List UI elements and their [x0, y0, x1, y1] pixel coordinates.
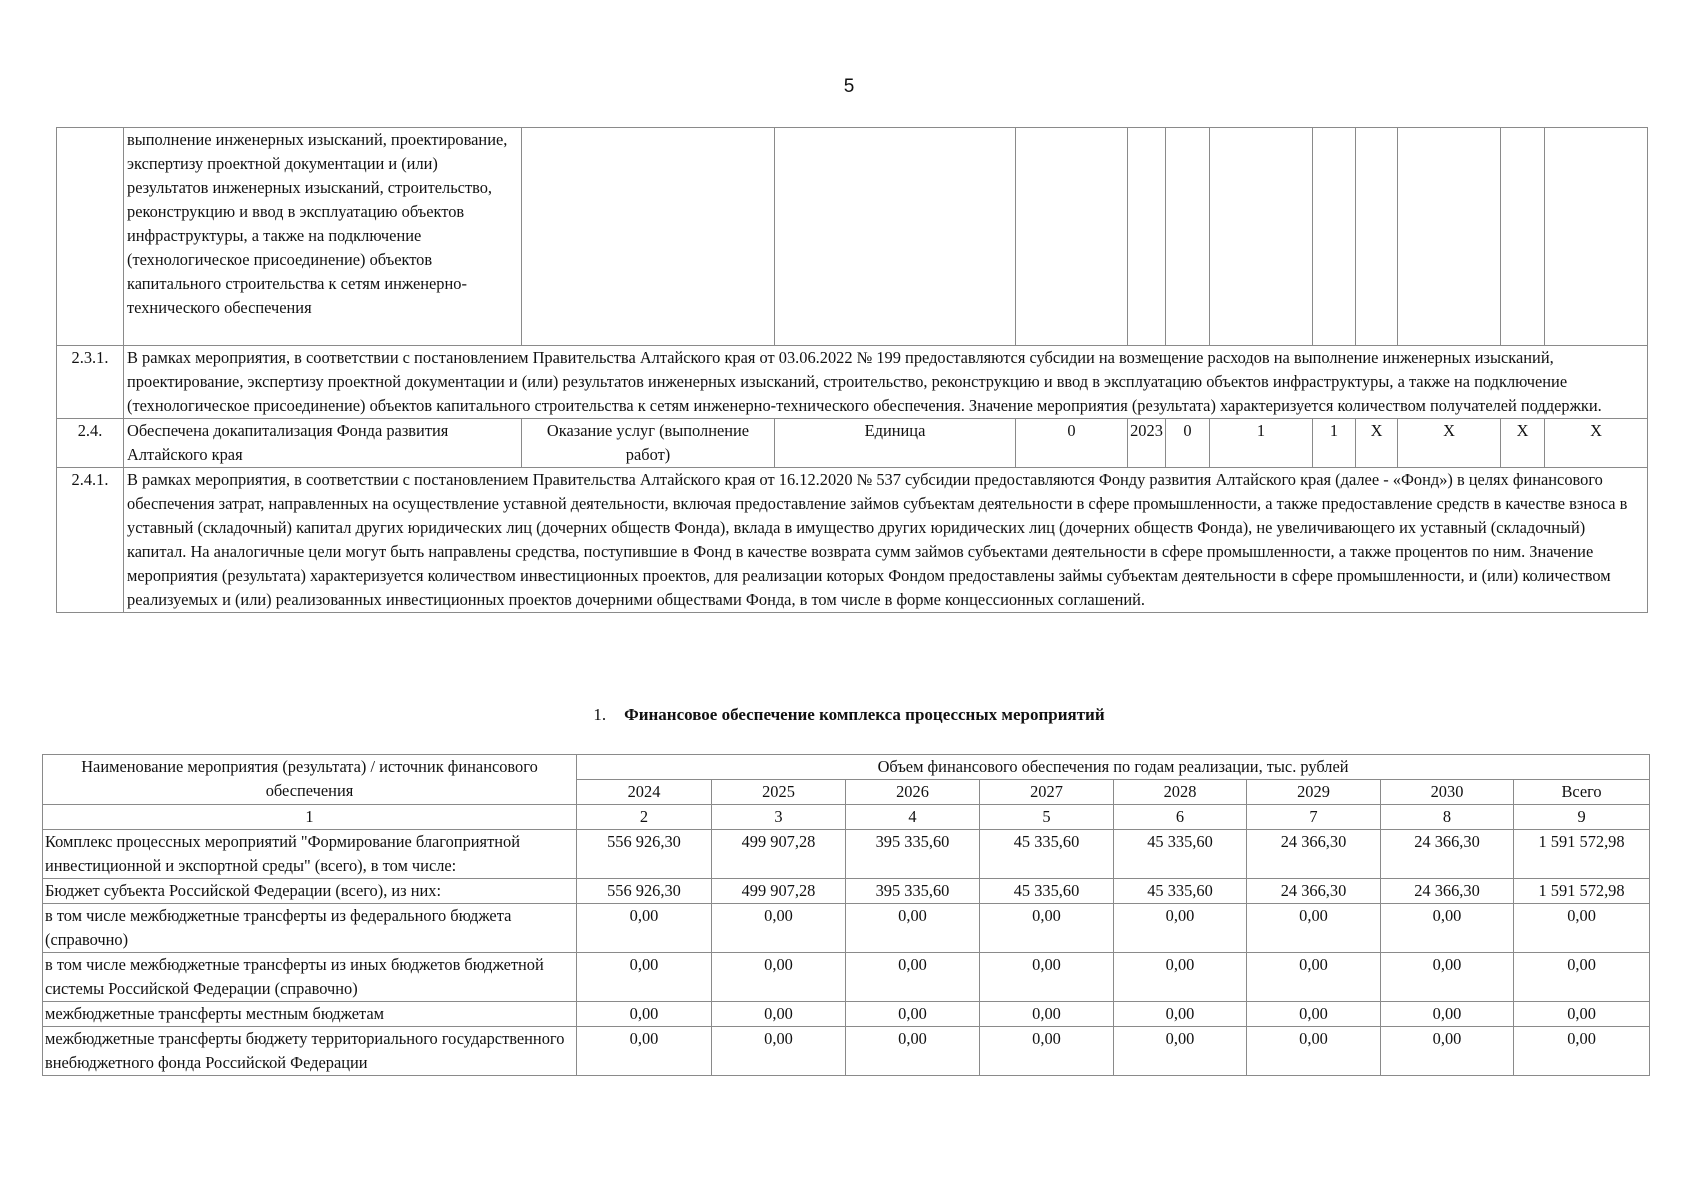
column-number-cell: 2 — [577, 805, 712, 830]
amount-cell: 395 335,60 — [846, 879, 980, 904]
table-row-2-4-1 — [57, 468, 1648, 613]
table-row-continuation — [57, 128, 1648, 346]
amount-cell: 0,00 — [1114, 953, 1247, 1002]
table-row — [43, 953, 1650, 1002]
amount-cell: 45 335,60 — [1114, 830, 1247, 879]
source-name-cell: Бюджет субъекта Российской Федерации (всего), из них: — [43, 879, 577, 904]
year-header-cell: 2030 — [1381, 780, 1514, 805]
table-row-2-3-1 — [57, 346, 1648, 419]
amount-cell: 1 591 572,98 — [1514, 879, 1650, 904]
amount-cell: 499 907,28 — [712, 830, 846, 879]
amount-cell: 0,00 — [712, 1027, 846, 1076]
amount-cell: 0,00 — [1381, 1027, 1514, 1076]
amount-cell: 0,00 — [577, 1027, 712, 1076]
amount-cell: 0,00 — [1514, 1027, 1650, 1076]
source-name-cell: межбюджетные трансферты бюджету территориального государственного внебюджетного фонда Российской Федерации — [43, 1027, 577, 1076]
column-number-cell: 8 — [1381, 805, 1514, 830]
amount-cell: 0,00 — [1514, 953, 1650, 1002]
section-title-text: Финансовое обеспечение комплекса процессных мероприятий — [624, 705, 1105, 724]
year-header-cell: 2028 — [1114, 780, 1247, 805]
amount-cell: 0,00 — [980, 1027, 1114, 1076]
table-row — [43, 904, 1650, 953]
amount-cell: 0,00 — [1514, 904, 1650, 953]
column-number-cell: 5 — [980, 805, 1114, 830]
unit-cell: Единица — [775, 419, 1016, 468]
source-name-cell: в том числе межбюджетные трансферты из федерального бюджета (справочно) — [43, 904, 577, 953]
row-number: 2.4. — [57, 419, 124, 468]
base-value-cell: 0 — [1016, 419, 1128, 468]
amount-cell: 24 366,30 — [1381, 879, 1514, 904]
column-number-cell: 6 — [1114, 805, 1247, 830]
amount-cell: 0,00 — [712, 904, 846, 953]
value-cell: X — [1356, 419, 1398, 468]
amount-cell: 0,00 — [577, 904, 712, 953]
amount-cell: 0,00 — [980, 953, 1114, 1002]
table-row — [43, 830, 1650, 879]
result-name-cell: выполнение инженерных изысканий, проектирование, экспертизу проектной документации и (или) результатов инженерных изысканий, строительство, реконструкцию и ввод в эксплуатацию объектов инфраструктуры, а также на подключение (технологическое присоединение) объектов капитального строительства к сетям инженерно-технического обеспечения — [124, 128, 522, 346]
value-cell: 1 — [1210, 419, 1313, 468]
amount-cell: 0,00 — [1114, 1002, 1247, 1027]
source-name-cell: в том числе межбюджетные трансферты из иных бюджетов бюджетной системы Российской Федерации (справочно) — [43, 953, 577, 1002]
value-cell: X — [1545, 419, 1648, 468]
amount-cell: 0,00 — [980, 1002, 1114, 1027]
column-numbers-row — [43, 805, 1650, 830]
amount-cell: 0,00 — [1381, 1002, 1514, 1027]
amount-cell: 0,00 — [980, 904, 1114, 953]
amount-cell: 556 926,30 — [577, 879, 712, 904]
amount-cell: 0,00 — [1247, 904, 1381, 953]
year-header-cell: 2027 — [980, 780, 1114, 805]
header-name-cell: Наименование мероприятия (результата) / источник финансового обеспечения — [43, 755, 577, 805]
amount-cell: 556 926,30 — [577, 830, 712, 879]
amount-cell: 0,00 — [1247, 1027, 1381, 1076]
amount-cell: 24 366,30 — [1247, 879, 1381, 904]
value-cell: 0 — [1166, 419, 1210, 468]
results-table — [56, 127, 1648, 613]
result-name-cell: Обеспечена докапитализация Фонда развития Алтайского края — [124, 419, 522, 468]
amount-cell: 0,00 — [1114, 904, 1247, 953]
row-number: 2.3.1. — [57, 346, 124, 419]
row-number: 2.4.1. — [57, 468, 124, 613]
year-header-cell: 2025 — [712, 780, 846, 805]
amount-cell: 0,00 — [712, 1002, 846, 1027]
year-header-cell: Всего — [1514, 780, 1650, 805]
amount-cell: 0,00 — [1514, 1002, 1650, 1027]
amount-cell: 0,00 — [1247, 1002, 1381, 1027]
financing-table — [42, 754, 1650, 1076]
amount-cell: 395 335,60 — [846, 830, 980, 879]
table-row — [43, 1027, 1650, 1076]
description-cell: В рамках мероприятия, в соответствии с постановлением Правительства Алтайского края от 03.06.2022 № 199 предоставляются субсидии на возмещение расходов на выполнение инженерных изысканий, проектирование, экспертизу проектной документации и (или) результатов инженерных изысканий, строительство, реконструкцию и ввод в эксплуатацию объектов инфраструктуры, а также на подключение (технологическое присоединение) объектов капитального строительства к сетям инженерно-технического обеспечения. Значение мероприятия (результата) характеризуется количеством получателей поддержки. — [124, 346, 1648, 419]
header-row — [43, 755, 1650, 780]
value-cell: 1 — [1313, 419, 1356, 468]
amount-cell: 1 591 572,98 — [1514, 830, 1650, 879]
description-cell: В рамках мероприятия, в соответствии с постановлением Правительства Алтайского края от 16.12.2020 № 537 субсидии предоставляются Фонду развития Алтайского края (далее - «Фонд») в целях финансового обеспечения затрат, направленных на осуществление уставной деятельности, включая предоставление займов субъектам деятельности в сфере промышленности, а также предоставление средств в качестве взноса в уставный (складочный) капитал других юридических лиц (дочерних обществ Фонда), вклада в имущество других юридических лиц (дочерних обществ Фонда), не увеличивающего их уставный (складочный) капитал. На аналогичные цели могут быть направлены средства, поступившие в Фонд в качестве возврата сумм займов субъектами деятельности в сфере промышленности, а также процентов по ним. Значение мероприятия (результата) характеризуется количеством инвестиционных проектов, для реализации которых Фондом предоставлены займы субъектам деятельности в сфере промышленности, и (или) количеством реализуемых и (или) реализованных инвестиционных проектов дочерними обществами Фонда, в том числе в форме концессионных соглашений. — [124, 468, 1648, 613]
year-header-cell: 2029 — [1247, 780, 1381, 805]
amount-cell: 0,00 — [1114, 1027, 1247, 1076]
amount-cell: 0,00 — [1381, 904, 1514, 953]
source-name-cell: Комплекс процессных мероприятий "Формирование благоприятной инвестиционной и экспортной среды" (всего), в том числе: — [43, 830, 577, 879]
amount-cell: 0,00 — [1247, 953, 1381, 1002]
amount-cell: 24 366,30 — [1247, 830, 1381, 879]
amount-cell: 0,00 — [712, 953, 846, 1002]
amount-cell: 499 907,28 — [712, 879, 846, 904]
column-number-cell: 9 — [1514, 805, 1650, 830]
amount-cell: 0,00 — [846, 1002, 980, 1027]
year-header-cell: 2024 — [577, 780, 712, 805]
amount-cell: 0,00 — [846, 1027, 980, 1076]
amount-cell: 24 366,30 — [1381, 830, 1514, 879]
table-row-2-4 — [57, 419, 1648, 468]
amount-cell: 0,00 — [1381, 953, 1514, 1002]
section-title — [0, 705, 1698, 725]
base-year-cell: 2023 — [1128, 419, 1166, 468]
value-cell: X — [1398, 419, 1501, 468]
header-volume-cell: Объем финансового обеспечения по годам реализации, тыс. рублей — [577, 755, 1650, 780]
page-number: 5 — [843, 76, 855, 97]
amount-cell: 0,00 — [846, 953, 980, 1002]
table-row — [43, 879, 1650, 904]
amount-cell: 0,00 — [577, 1002, 712, 1027]
column-number-cell: 4 — [846, 805, 980, 830]
column-number-cell: 7 — [1247, 805, 1381, 830]
result-type-cell: Оказание услуг (выполнение работ) — [522, 419, 775, 468]
table-row — [43, 1002, 1650, 1027]
column-number-cell: 1 — [43, 805, 577, 830]
section-number: 1. — [593, 705, 607, 724]
column-number-cell: 3 — [712, 805, 846, 830]
year-header-cell: 2026 — [846, 780, 980, 805]
source-name-cell: межбюджетные трансферты местным бюджетам — [43, 1002, 577, 1027]
amount-cell: 45 335,60 — [980, 830, 1114, 879]
amount-cell: 0,00 — [577, 953, 712, 1002]
value-cell: X — [1501, 419, 1545, 468]
amount-cell: 0,00 — [846, 904, 980, 953]
amount-cell: 45 335,60 — [980, 879, 1114, 904]
amount-cell: 45 335,60 — [1114, 879, 1247, 904]
